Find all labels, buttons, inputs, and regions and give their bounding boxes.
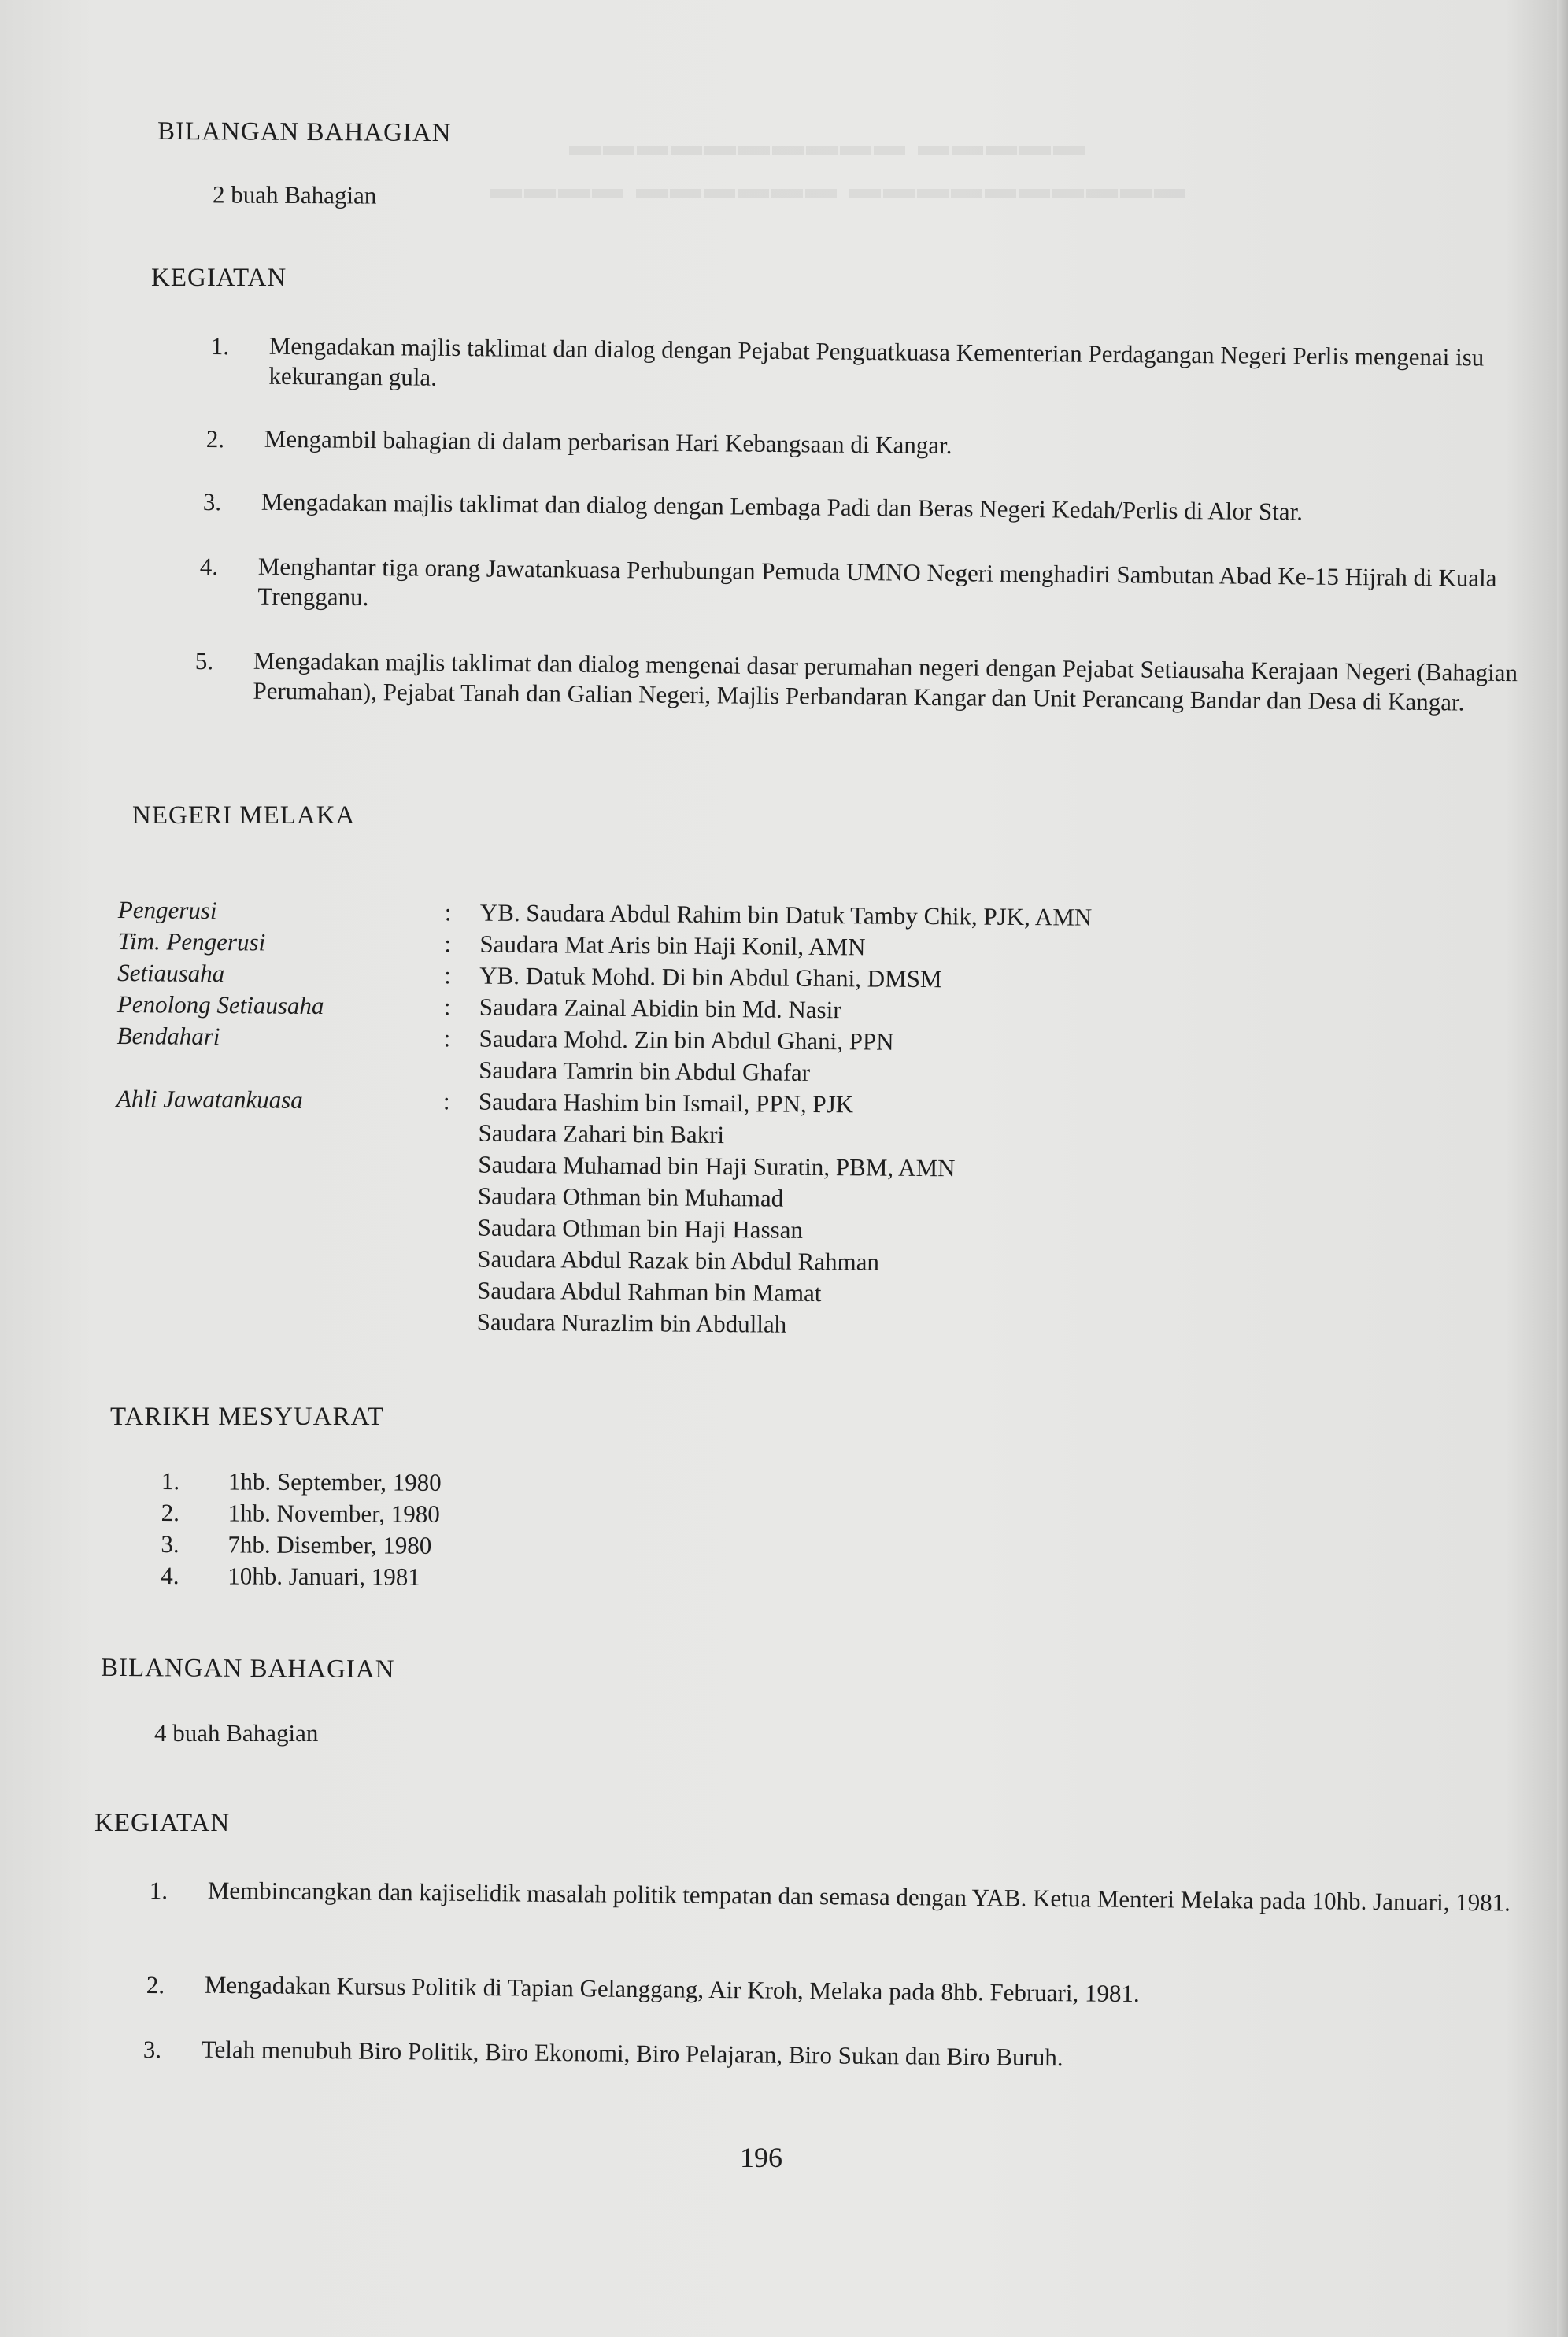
meeting-date: 1hb. November, 1980 bbox=[227, 1499, 440, 1528]
meeting-number: 4. bbox=[161, 1561, 179, 1590]
officer-colon: : bbox=[444, 898, 452, 926]
list-text: Mengadakan majlis taklimat dan dialog dengan Pejabat Penguatkuasa Kementerian Perdagangan Negeri Perlis mengenai isu kekurangan gula. bbox=[268, 331, 1485, 391]
bilangan-heading: BILANGAN BAHAGIAN bbox=[157, 116, 452, 148]
officer-list bbox=[115, 894, 1299, 1344]
officer-name: Saudara Mat Aris bin Haji Konil, AMN bbox=[479, 930, 866, 961]
officer-role: Penolong Setiausaha bbox=[116, 989, 324, 1020]
list-number: 4. bbox=[199, 552, 219, 581]
officer-name: Saudara Nurazlim bin Abdullah bbox=[476, 1307, 787, 1338]
page-number: 196 bbox=[740, 2142, 782, 2173]
officer-name: Saudara Othman bin Muhamad bbox=[477, 1181, 784, 1212]
officer-role: Tim. Pengerusi bbox=[117, 926, 266, 956]
officer-role: Bendahari bbox=[116, 1021, 220, 1051]
meeting-date: 7hb. Disember, 1980 bbox=[227, 1530, 432, 1559]
officer-colon: : bbox=[444, 961, 451, 989]
list-text: Membincangkan dan kajiselidik masalah politik tempatan dan semasa dengan YAB. Ketua Menteri Melaka pada 10hb. Januari, 1981. bbox=[207, 1876, 1511, 1917]
officer-role: Ahli Jawatankuasa bbox=[116, 1084, 303, 1114]
state-heading: NEGERI MELAKA bbox=[132, 801, 356, 830]
list-text: Menghantar tiga orang Jawatankuasa Perhubungan Pemuda UMNO Negeri menghadiri Sambutan Abad Ke-15 Hijrah di Kuala Trengganu. bbox=[257, 552, 1497, 612]
list-number: 5. bbox=[194, 646, 214, 675]
meeting-date: 1hb. September, 1980 bbox=[227, 1467, 442, 1496]
officer-role: Setiausaha bbox=[117, 958, 225, 988]
officer-colon: : bbox=[443, 993, 451, 1021]
show-through-decoration: ▬▬▬▬▬▬▬▬▬▬ ▬▬▬▬▬▬ ▬▬▬▬ bbox=[488, 170, 1185, 205]
meeting-dates-heading: TARIKH MESYUARAT bbox=[110, 1403, 384, 1431]
list-number: 1. bbox=[149, 1877, 168, 1905]
officer-name: Saudara Muhamad bin Haji Suratin, PBM, AMN bbox=[478, 1150, 956, 1182]
officer-name: YB. Datuk Mohd. Di bin Abdul Ghani, DMSM bbox=[479, 961, 942, 993]
officer-name: Saudara Abdul Rahman bin Mamat bbox=[476, 1276, 822, 1307]
officer-name: Saudara Zahari bin Bakri bbox=[478, 1119, 725, 1149]
officer-name: Saudara Zainal Abidin bin Md. Nasir bbox=[479, 993, 841, 1024]
list-text: Mengadakan majlis taklimat dan dialog dengan Lembaga Padi dan Beras Negeri Kedah/Perlis di Alor Star. bbox=[261, 487, 1304, 526]
meeting-date: 10hb. Januari, 1981 bbox=[227, 1562, 420, 1591]
meeting-number: 2. bbox=[161, 1498, 180, 1527]
meeting-number: 3. bbox=[161, 1529, 179, 1559]
officer-name: YB. Saudara Abdul Rahim bin Datuk Tamby Chik, PJK, AMN bbox=[479, 898, 1093, 931]
officer-name: Saudara Othman bin Haji Hassan bbox=[477, 1213, 804, 1244]
officer-name: Saudara Mohd. Zin bin Abdul Ghani, PPN bbox=[479, 1024, 894, 1056]
officer-colon: : bbox=[443, 1024, 451, 1052]
list-item bbox=[205, 423, 1568, 460]
meeting-number: 1. bbox=[161, 1467, 180, 1496]
list-text: Mengambil bahagian di dalam perbarisan Hari Kebangsaan di Kangar. bbox=[264, 424, 952, 460]
bilangan-heading: BILANGAN BAHAGIAN bbox=[100, 1653, 395, 1684]
kegiatan-heading: KEGIATAN bbox=[94, 1809, 231, 1837]
list-item bbox=[199, 551, 1568, 612]
list-item bbox=[149, 1875, 1519, 1917]
officer-name: Saudara Tamrin bin Abdul Ghafar bbox=[479, 1056, 811, 1086]
list-item bbox=[146, 1969, 1516, 2008]
list-text: Telah menubuh Biro Politik, Biro Ekonomi, Biro Pelajaran, Biro Sukan dan Biro Buruh. bbox=[201, 2035, 1063, 2072]
list-number: 3. bbox=[202, 487, 222, 516]
list-number: 2. bbox=[205, 424, 225, 453]
list-text: Mengadakan Kursus Politik di Tapian Gelanggang, Air Kroh, Melaka pada 8hb. Februari, 1981. bbox=[204, 1970, 1140, 2008]
show-through-decoration: ▬▬▬▬▬ ▬▬▬▬▬▬▬▬▬▬ bbox=[567, 127, 1085, 162]
officer-colon: : bbox=[442, 1087, 450, 1115]
officer-colon: : bbox=[444, 930, 452, 958]
list-text: Mengadakan majlis taklimat dan dialog mengenai dasar perumahan negeri dengan Pejabat Setiausaha Kerajaan Negeri (Bahagian Perumahan), Pejabat Tanah dan Galian Negeri, Majlis Perbandaran Kangar dan Unit Perancang Bandar dan Desa di Kangar. bbox=[253, 646, 1518, 716]
bilangan-value: 2 buah Bahagian bbox=[212, 180, 377, 209]
bilangan-value: 4 buah Bahagian bbox=[154, 1719, 319, 1747]
list-item bbox=[210, 331, 1568, 391]
officer-name: Saudara Abdul Razak bin Abdul Rahman bbox=[477, 1244, 880, 1276]
list-item bbox=[194, 645, 1565, 716]
list-item bbox=[142, 2034, 1513, 2072]
list-number: 3. bbox=[142, 2036, 162, 2064]
kegiatan-heading: KEGIATAN bbox=[151, 264, 287, 292]
officer-name: Saudara Hashim bin Ismail, PPN, PJK bbox=[478, 1087, 854, 1119]
list-number: 2. bbox=[146, 1971, 165, 1999]
officer-role: Pengerusi bbox=[117, 895, 217, 924]
list-number: 1. bbox=[210, 331, 230, 361]
list-item bbox=[202, 486, 1568, 526]
